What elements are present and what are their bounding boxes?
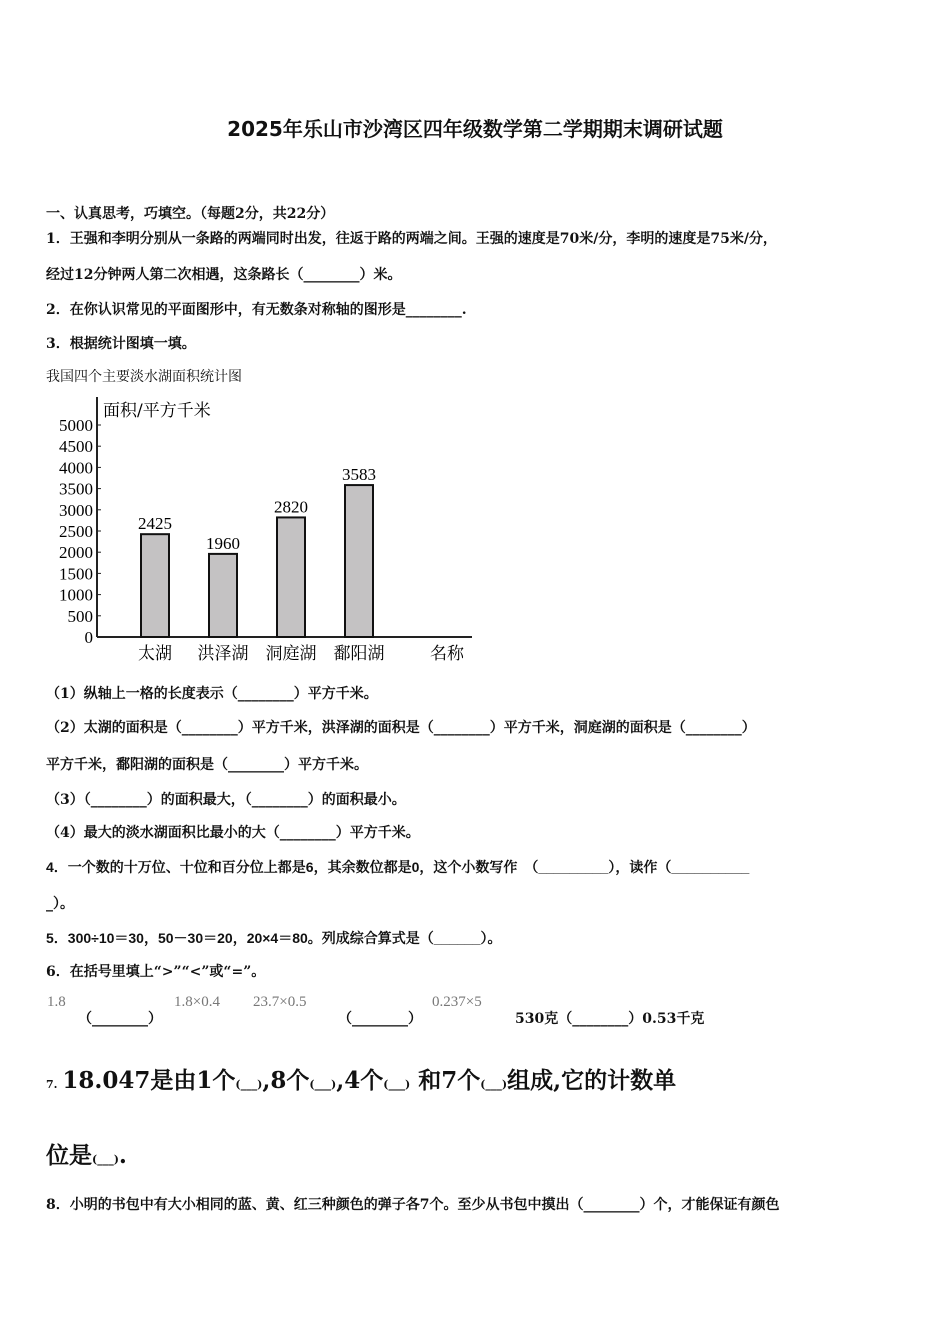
question-3-3: （3）（________）的面积最大，（________）的面积最小。 — [46, 792, 406, 808]
question-3: 3．根据统计图填一填。 — [46, 336, 196, 352]
q7-text: 组成,它的计数单 — [507, 1067, 677, 1094]
q7-number: 7. — [46, 1078, 58, 1091]
question-7-cont — [46, 1137, 127, 1170]
page-title: 2025年乐山市沙湾区四年级数学第二学期期末调研试题 — [227, 117, 723, 141]
y-tick-label: 2000 — [59, 543, 93, 563]
y-tick-label: 3000 — [59, 500, 93, 520]
q7-blank[interactable]: (___) — [309, 1078, 337, 1091]
data-label: 2820 — [274, 497, 308, 517]
x-tick-label: 太湖 — [138, 644, 172, 664]
chart-caption: 我国四个主要淡水湖面积统计图 — [46, 369, 242, 385]
y-tick-label: 3500 — [59, 479, 93, 499]
data-label: 1960 — [206, 533, 240, 553]
y-tick-label: 5000 — [59, 416, 93, 435]
q7-blank[interactable]: (___) — [92, 1153, 119, 1166]
question-2: 2．在你认识常见的平面图形中，有无数条对称轴的图形是________. — [46, 302, 467, 318]
q7-blank[interactable]: (___) — [235, 1078, 263, 1091]
bar-太湖 — [141, 534, 169, 637]
bar-洞庭湖 — [277, 517, 305, 637]
question-3-2-cont: 平方千米，鄱阳湖的面积是（________）平方千米。 — [46, 757, 368, 773]
q7-blank[interactable]: (___) — [480, 1078, 508, 1091]
compare-right-2: 0.237×5 — [432, 994, 482, 1010]
q7-text: 18.047是由1个 — [62, 1067, 236, 1094]
bar-鄱阳湖 — [345, 485, 373, 637]
lake-area-bar-chart — [42, 392, 472, 667]
q7-text: . — [118, 1142, 127, 1169]
question-3-2: （2）太湖的面积是（________）平方千米，洪泽湖的面积是（________）平方千米，洞庭湖的面积是（________） — [46, 720, 756, 736]
compare-left-1: 1.8 — [47, 994, 66, 1010]
question-4-cont: _）。 — [46, 896, 74, 912]
question-6: 6．在括号里填上“>”“<”或“=”。 — [46, 964, 266, 980]
q7-text: 位是 — [46, 1142, 92, 1169]
x-tick-label: 鄱阳湖 — [333, 644, 385, 664]
q7-text: ,4个 — [336, 1067, 384, 1094]
question-7 — [46, 1062, 676, 1095]
question-3-4: （4）最大的淡水湖面积比最小的大（________）平方千米。 — [46, 825, 420, 841]
y-tick-label: 1000 — [59, 585, 93, 605]
compare-blank-1[interactable]: （________） — [78, 1011, 162, 1027]
compare-blank-2[interactable]: （________） — [338, 1011, 422, 1027]
q7-blank[interactable]: (___) — [383, 1078, 411, 1091]
section-heading: 一、认真思考，巧填空。（每题2分，共22分） — [46, 206, 335, 222]
q7-text: ,8个 — [262, 1067, 310, 1094]
x-tick-label: 洞庭湖 — [265, 644, 317, 664]
y-tick-label: 0 — [84, 628, 93, 647]
y-axis-label: 面积/平方千米 — [103, 401, 211, 421]
data-label: 2425 — [138, 514, 172, 534]
y-tick-label: 4000 — [59, 458, 93, 478]
question-3-1: （1）纵轴上一格的长度表示（________）平方千米。 — [46, 686, 378, 702]
compare-left-2: 23.7×0.5 — [253, 994, 307, 1010]
x-tick-label: 洪泽湖 — [197, 644, 249, 664]
y-tick-label: 2500 — [59, 522, 93, 541]
data-label: 3583 — [342, 465, 376, 485]
y-tick-label: 4500 — [59, 437, 93, 457]
y-tick-label: 1500 — [59, 564, 93, 584]
question-4: 4．一个数的十万位、十位和百分位上都是6，其余数位都是0，这个小数写作 （_________），读作（__________ — [46, 859, 750, 875]
bar-洪泽湖 — [209, 554, 237, 637]
question-8: 8．小明的书包中有大小相同的蓝、黄、红三种颜色的弹子各7个。至少从书包中摸出（________）个，才能保证有颜色 — [46, 1197, 780, 1213]
x-axis-label: 名称 — [430, 644, 464, 664]
compare-right-1: 1.8×0.4 — [174, 994, 220, 1010]
y-tick-label: 500 — [67, 606, 93, 626]
question-5: 5．300÷10＝30，50－30＝20，20×4＝80。列成综合算式是（______）。 — [46, 930, 502, 946]
question-1-cont: 经过12分钟两人第二次相遇，这条路长（________）米。 — [46, 267, 402, 283]
question-1: 1．王强和李明分别从一条路的两端同时出发，往返于路的两端之间。王强的速度是70米/分，李明的速度是75米/分， — [46, 231, 777, 247]
compare-item-3: 530克（________）0.53千克 — [515, 1011, 705, 1027]
q7-text: 和7个 — [410, 1067, 481, 1094]
